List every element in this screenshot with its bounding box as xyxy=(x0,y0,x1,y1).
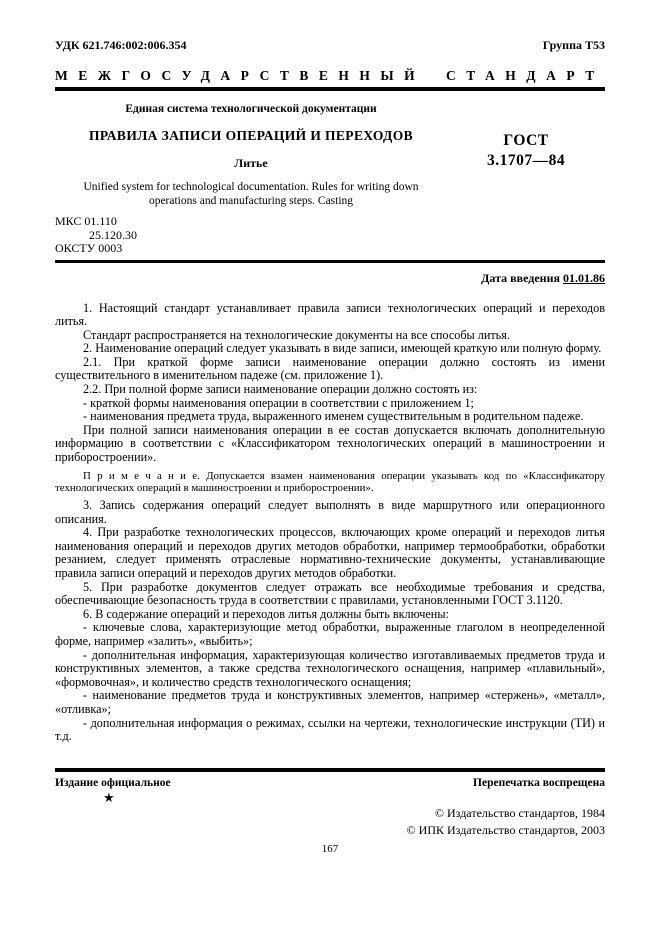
body-list-item: - дополнительная информация о режимах, ссылки на чертежи, технологические инструкции (ТИ) и т.д. xyxy=(55,715,605,744)
footer-divider xyxy=(55,768,605,772)
body-paragraph: 2. Наименование операций следует указывать в виде записи, имеющей краткую или полную форму. xyxy=(83,341,602,356)
body-paragraph: Стандарт распространяется на технологические документы на все способы литья. xyxy=(83,327,510,342)
header-row xyxy=(55,38,605,53)
effective-date xyxy=(55,271,605,286)
udk-code: УДК 621.746:002:006.354 xyxy=(55,38,187,52)
reprint-forbidden-label: Перепечатка воспрещена xyxy=(473,777,605,789)
body-paragraph: 5. При разработке документов следует отражать все необходимые требования и средства, обеспечивающие безопасность труда в соответствии с правилами, установленными ГОСТ 3.1120. xyxy=(55,579,605,608)
body-list-item: - краткой формы наименования операции в соответствии с приложением 1; xyxy=(83,395,474,410)
document-subtitle: Литье xyxy=(234,156,268,170)
okstu-code: ОКСТУ 0003 xyxy=(55,241,123,255)
classification-codes xyxy=(55,215,605,256)
document-title: ПРАВИЛА ЗАПИСИ ОПЕРАЦИЙ И ПЕРЕХОДОВ xyxy=(88,128,414,143)
page-footer xyxy=(55,768,605,855)
mks-code-line1: МКС 01.110 xyxy=(55,214,117,228)
title-en-line2: operations and manufacturing steps. Casting xyxy=(148,195,354,207)
body-paragraph: 2.1. При краткой форме записи наименование операции должно состоять из имени существительного в именительном падеже (см. приложение 1). xyxy=(55,354,605,383)
title-column xyxy=(55,103,447,208)
body-paragraph: При полной записи наименования операции в ее состав допускается включать дополнительную информацию в соответствии с «Классификатором технологических операций в машиностроении и приборостроении». xyxy=(55,422,605,465)
body-paragraph: 6. В содержание операций и переходов литья должны быть включены: xyxy=(83,606,449,621)
standard-type-heading: МЕЖГОСУДАРСТВЕННЫЙ СТАНДАРТ xyxy=(55,68,605,83)
codes-divider xyxy=(55,260,605,263)
body-paragraph: 4. При разработке технологических процессов, включающих кроме операций и переходов литья наименования операций и переходов других методов обработки, например термообработки, обработки резанием, следует применять отраслевые нормативно-технические документы, устанавливающие правила записи операций и переходов других методов обработки. xyxy=(55,525,605,580)
copyright-block xyxy=(55,805,605,838)
body-list-item: - дополнительная информация, характеризующая количество изготавливаемых предметов труда и конструктивных элементов, а также средства технологического оснащения, например «плавильный», «формовочная», и количество средств технологического оснащения; xyxy=(55,647,605,689)
copyright-line-1984: © Издательство стандартов, 1984 xyxy=(434,806,605,820)
group-code: Группа Т53 xyxy=(542,38,605,52)
copyright-line-2003: © ИПК Издательство стандартов, 2003 xyxy=(406,822,605,837)
series-title: Единая система технологической документации xyxy=(125,103,377,115)
effective-date-label: Дата введения xyxy=(481,270,560,285)
body-list-item: - наименования предмета труда, выраженного именем существительным в родительном падеже. xyxy=(83,409,584,424)
page-number: 167 xyxy=(321,843,339,855)
note-paragraph: П р и м е ч а н и е. Допускается взамен наименования операции указывать код по «Классификатору технологических операций в машиностроении и приборостроении». xyxy=(55,469,605,494)
gost-designation-line2: 3.1707—84 xyxy=(486,152,566,169)
title-section xyxy=(55,103,605,208)
document-title-english xyxy=(55,180,447,208)
body-list-item: - наименование предметов труда и конструктивных элементов, например «стержень», «металл», «отливка»; xyxy=(55,688,605,716)
body-paragraph: 3. Запись содержания операций следует выполнять в виде маршрутного или операционного описания. xyxy=(55,498,605,526)
body-list-item: - ключевые слова, характеризующие метод обработки, выраженные глаголом в неопределенной форме, например «залить», «выбить»; xyxy=(55,620,605,648)
effective-date-value: 01.01.86 xyxy=(563,270,605,285)
document-body xyxy=(55,302,605,744)
body-paragraph: 2.2. При полной форме записи наименование операции должно состоять из: xyxy=(83,382,478,397)
gost-designation-line1: ГОСТ xyxy=(503,132,549,149)
body-paragraph: 1. Настоящий стандарт устанавливает правила записи технологических операций и переходов литья. xyxy=(55,300,605,329)
mks-code-line2: 25.120.30 xyxy=(89,227,137,242)
footer-notices xyxy=(55,777,605,789)
header-divider xyxy=(55,87,605,91)
star-icon: ★ xyxy=(103,790,115,805)
official-edition-label: Издание официальное xyxy=(55,777,171,789)
gost-designation xyxy=(447,103,605,208)
title-en-line1: Unified system for technological documentation. Rules for writing down xyxy=(83,181,419,193)
